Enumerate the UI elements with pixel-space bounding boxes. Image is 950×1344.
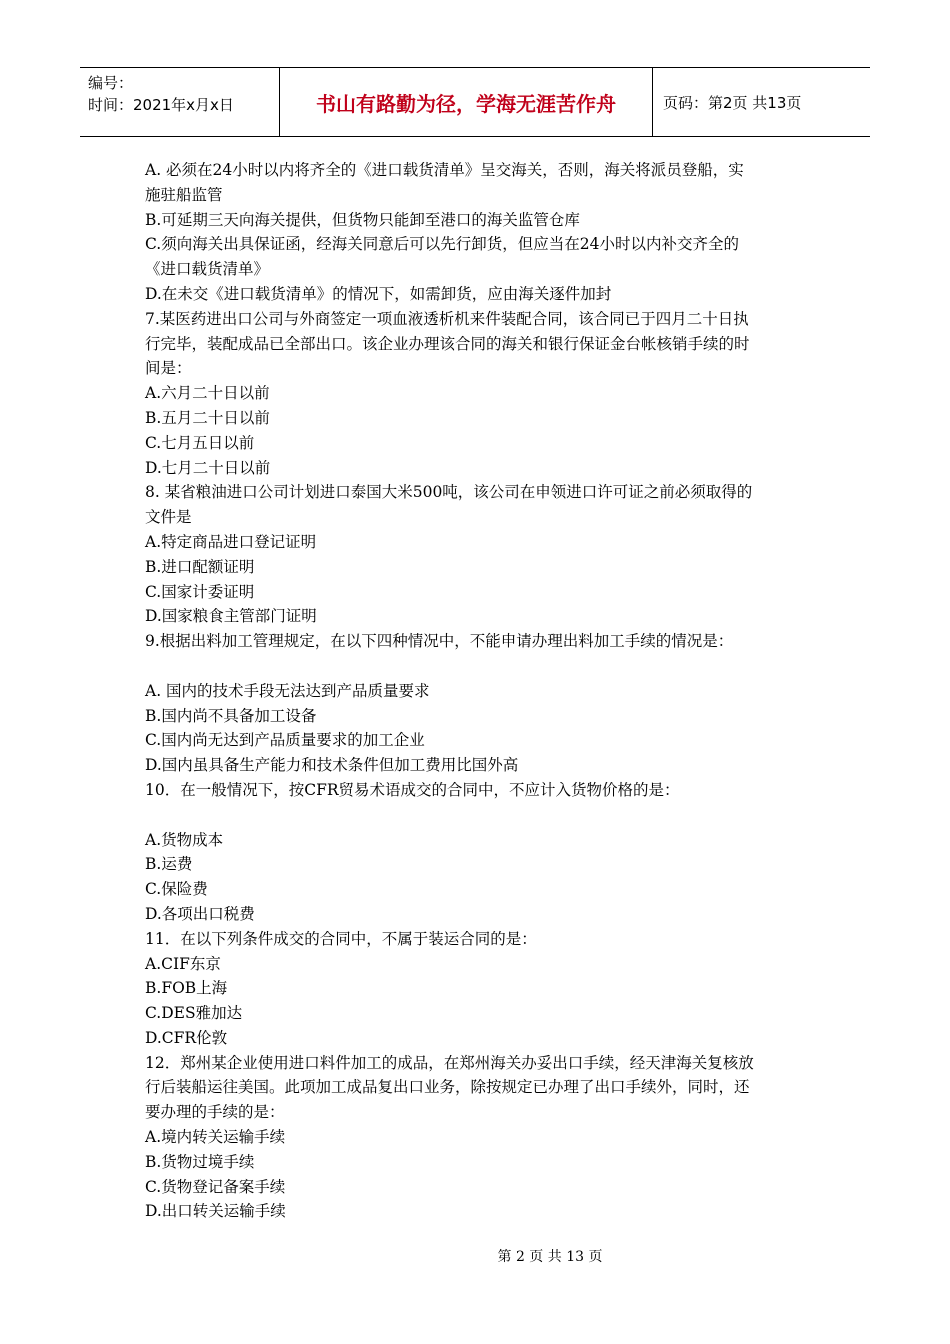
text-line: D.国家粮食主管部门证明 [145,607,317,626]
text-line: A.六月二十日以前 [145,384,270,403]
text-line: D.在未交《进口载货清单》的情况下，如需卸货，应由海关逐件加封 [145,284,612,303]
text-line: A.境内转关运输手续 [145,1128,286,1147]
text-line: B.进口配额证明 [145,557,255,576]
text-line: C.国内尚无达到产品质量要求的加工企业 [145,731,425,750]
text-line: D.各项出口税费 [145,904,255,923]
text-line: A.CIF东京 [145,954,221,973]
text-line: 要办理的手续的是： [145,1103,285,1122]
text-line: B.货物过境手续 [145,1152,255,1171]
time-label: 时间：2021年x月x日 [88,96,234,114]
text-line: 11．在以下列条件成交的合同中，不属于装运合同的是： [145,929,537,948]
text-line: A.货物成本 [145,830,224,849]
text-line: B.运费 [145,855,193,874]
header-motto: 书山有路勤为径，学海无涯苦作舟 [280,68,653,136]
text-line: 间是： [145,359,192,378]
text-line: 8. 某省粮油进口公司计划进口泰国大米500吨，该公司在申领进口许可证之前必须取得的 [145,483,753,502]
text-line: 行后装船运往美国。此项加工成品复出口业务，除按规定已办理了出口手续外，同时，还 [145,1078,750,1097]
text-line: 10．在一般情况下，按CFR贸易术语成交的合同中，不应计入货物价格的是： [145,780,680,799]
text-line: 7.某医药进出口公司与外商签定一项血液透析机来件装配合同，该合同已于四月二十日执 [145,309,749,328]
text-line: A.特定商品进口登记证明 [145,532,317,551]
text-line: C.七月五日以前 [145,433,255,452]
text-line: B.可延期三天向海关提供，但货物只能卸至港口的海关监管仓库 [145,210,580,229]
text-line: 12．郑州某企业使用进口料件加工的成品，在郑州海关办妥出口手续，经天津海关复核放 [145,1053,754,1072]
text-line: D.出口转关运输手续 [145,1202,286,1221]
number-label: 编号： [88,74,134,92]
document-body [145,158,810,1224]
text-line: 施驻船监管 [145,185,223,204]
text-line: D.国内虽具备生产能力和技术条件但加工费用比国外高 [145,756,519,775]
text-line: A. 必须在24小时以内将齐全的《进口载货清单》呈交海关，否则，海关将派员登船，实 [145,161,744,179]
page-footer: 第 2 页 共 13 页 [497,1249,603,1265]
text-line: C.须向海关出具保证函，经海关同意后可以先行卸货，但应当在24小时以内补交齐全的 [145,235,739,254]
page-header [80,67,870,137]
text-line [145,654,810,679]
text-line: C.国家计委证明 [145,582,255,601]
header-page-label: 页码：第2页 共13页 [663,93,802,112]
text-line: A. 国内的技术手段无法达到产品质量要求 [145,681,430,700]
text-line: B.国内尚不具备加工设备 [145,706,317,725]
text-line: B.五月二十日以前 [145,408,270,427]
text-line: C.保险费 [145,880,208,899]
text-line: B.FOB上海 [145,979,228,998]
header-meta [80,68,280,136]
text-line: C.货物登记备案手续 [145,1177,286,1196]
text-line [145,803,810,828]
text-line: 文件是 [145,508,192,527]
text-line: 《进口载货清单》 [145,260,270,279]
text-line: D.七月二十日以前 [145,458,271,477]
text-line: 9.根据出料加工管理规定，在以下四种情况中，不能申请办理出料加工手续的情况是： [145,632,734,651]
text-line: D.CFR伦敦 [145,1028,228,1047]
text-line: 行完毕，装配成品已全部出口。该企业办理该合同的海关和银行保证金台帐核销手续的时 [145,334,750,353]
text-line: C.DES雅加达 [145,1004,243,1023]
